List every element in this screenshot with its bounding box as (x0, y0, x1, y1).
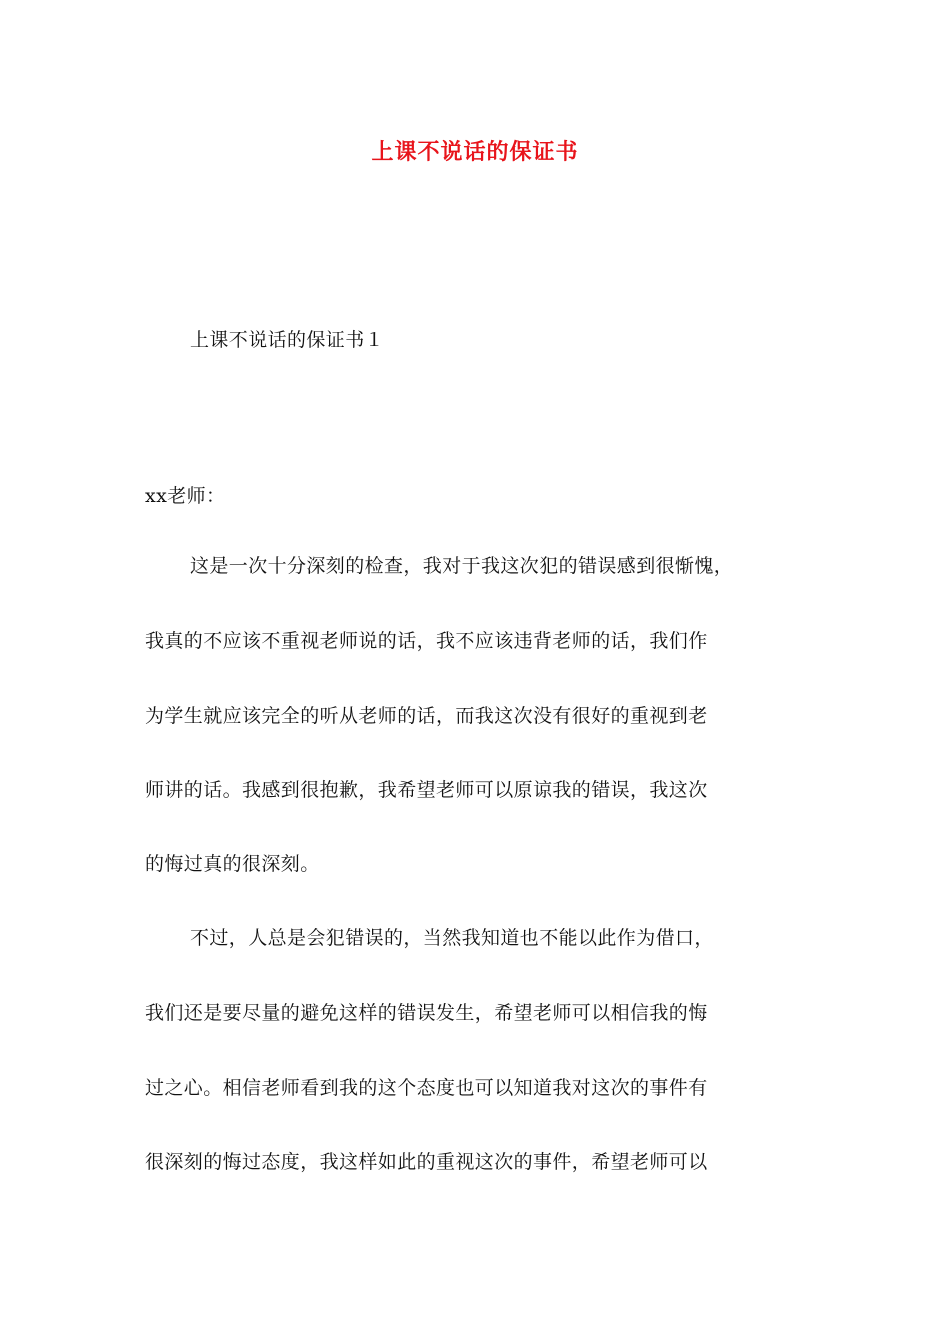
paragraph-1-line: 我真的不应该不重视老师说的话，我不应该违背老师的话，我们作 (145, 630, 708, 652)
salutation: xx老师： (145, 485, 226, 507)
section-heading: 上课不说话的保证书１ (190, 329, 385, 351)
paragraph-2-line: 不过，人总是会犯错误的，当然我知道也不能以此作为借口， (190, 927, 714, 949)
paragraph-1-line: 这是一次十分深刻的检查，我对于我这次犯的错误感到很惭愧， (190, 555, 734, 577)
paragraph-2-line: 我们还是要尽量的避免这样的错误发生，希望老师可以相信我的悔 (145, 1002, 708, 1024)
document-title: 上课不说话的保证书 (371, 140, 579, 165)
paragraph-1-line: 的悔过真的很深刻。 (145, 853, 320, 875)
paragraph-1-line: 为学生就应该完全的听从老师的话，而我这次没有很好的重视到老 (145, 705, 708, 727)
paragraph-2-line: 过之心。相信老师看到我的这个态度也可以知道我对这次的事件有 (145, 1077, 708, 1099)
paragraph-1-line: 师讲的话。我感到很抱歉，我希望老师可以原谅我的错误，我这次 (145, 779, 708, 801)
paragraph-2-line: 很深刻的悔过态度，我这样如此的重视这次的事件，希望老师可以 (145, 1151, 708, 1173)
